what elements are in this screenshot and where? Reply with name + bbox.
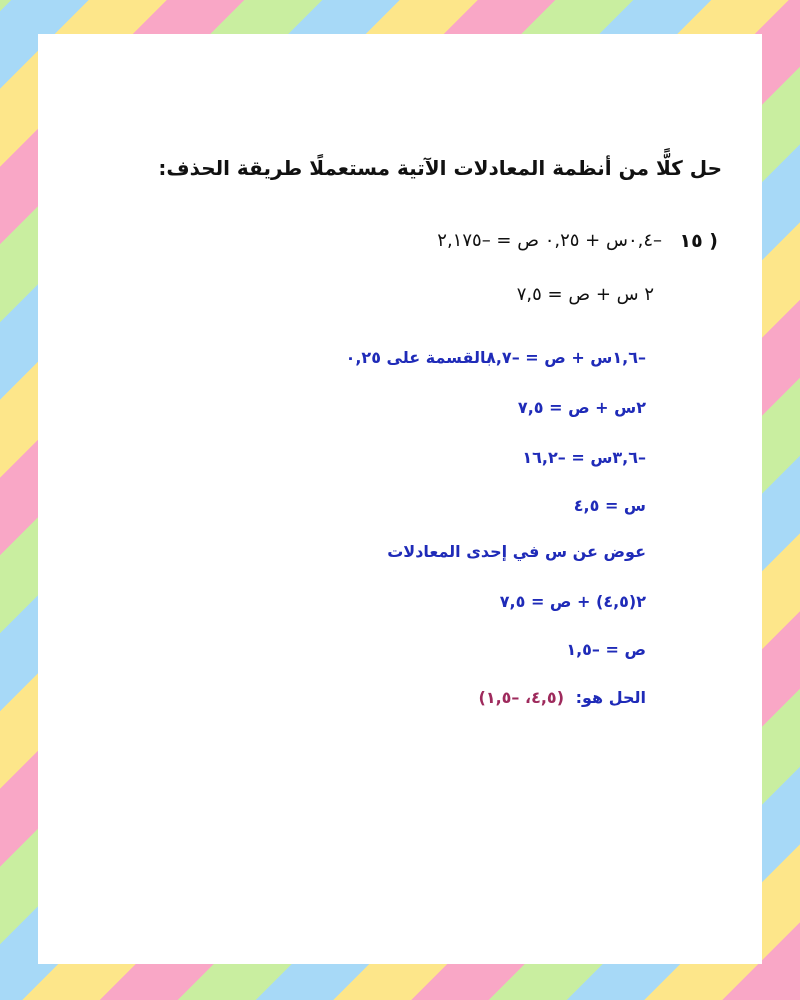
solution-step-1-note: بالقسمة على ٠,٢٥: [345, 348, 492, 367]
instruction-heading: حل كلًّا من أنظمة المعادلات الآتية مستعملًا طريقة الحذف:: [158, 156, 722, 180]
solution-step-2: ٢س + ص = ٧,٥: [517, 398, 646, 417]
worksheet-page: [38, 34, 762, 964]
answer-label: الحل هو:: [575, 688, 646, 707]
solution-step-6: ٢(٤,٥) + ص = ٧,٥: [499, 592, 646, 611]
solution-step-5: عوض عن س في إحدى المعادلات: [387, 542, 646, 561]
given-equation-1: –٠,٤س + ٠,٢٥ ص = –٢,١٧٥: [437, 230, 662, 251]
answer-value: (٤,٥، –١,٥): [478, 688, 564, 707]
given-equation-2: ٢ س + ص = ٧,٥: [516, 284, 654, 305]
solution-step-4: س = ٤,٥: [573, 496, 646, 515]
solution-step-7: ص = –١,٥: [566, 640, 646, 659]
solution-step-3: –٣,٦س = –١٦,٢: [522, 448, 646, 467]
solution-step-1: –١,٦س + ص = –٨,٧: [486, 348, 646, 367]
problem-number: ١٥ ): [679, 230, 718, 252]
